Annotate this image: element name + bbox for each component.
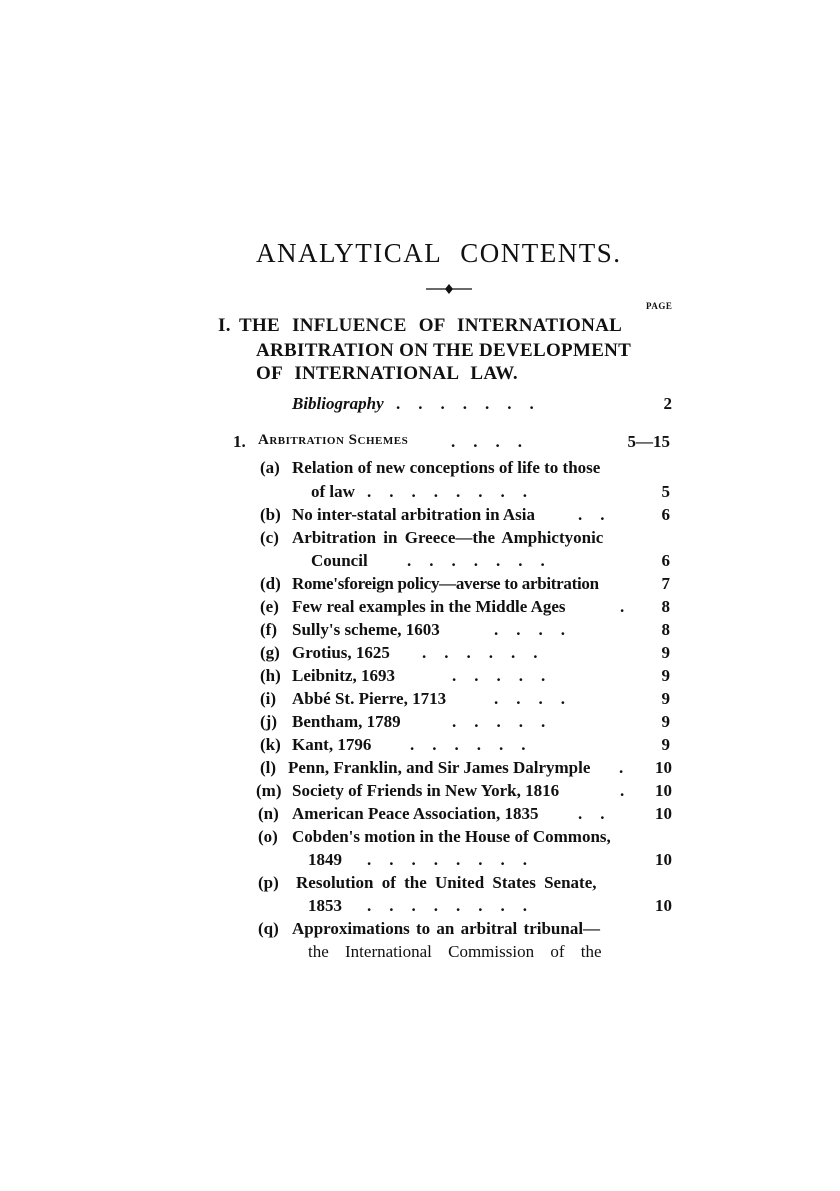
list-item-continuation [0,551,840,575]
list-item [0,735,840,759]
entry-letter: (o) [258,827,278,846]
entry-letter: (l) [260,758,277,777]
entry-text: Cobden's motion in the House of Commons, [292,827,611,846]
leader-dots: ........ [367,482,545,501]
list-item [0,643,840,667]
list-item [0,505,840,529]
entry-text: Rome'sforeign policy—averse to arbitration [292,574,599,593]
entry-text: Few real examples in the Middle Ages [292,597,566,616]
title-word-1: ANALYTICAL [256,238,443,268]
section-heading-line-1: THE INFLUENCE OF INTERNATIONAL [239,315,623,336]
leader-dots: .... [451,432,540,451]
entry-text-cont: the International Commission of the [308,942,602,961]
entry-text: Grotius, 1625 [292,643,390,662]
entry-page: 9 [661,689,670,708]
entry-letter: (n) [258,804,279,823]
subsection-pages: 5—15 [627,432,670,451]
section-heading-line-2: ARBITRATION ON THE DEVELOPMENT [256,340,632,361]
leader-dots: ...... [422,643,556,662]
entry-page: 10 [655,781,672,800]
leader-dots: . [619,758,624,777]
leader-dots: ....... [407,551,563,570]
leader-dots: .. [578,804,623,823]
leader-dots: .. [578,505,623,524]
entry-page: 6 [661,551,670,570]
list-item [0,804,840,828]
entry-text: American Peace Association, 1835 [292,804,539,823]
entry-page: 9 [661,643,670,662]
leader-dots: .... [494,689,583,708]
entry-text: Bentham, 1789 [292,712,401,731]
entry-letter: (c) [260,528,279,547]
list-item [0,689,840,713]
subsection-label: Arbitration Schemes [258,432,409,448]
entry-text-cont: Council [311,551,368,570]
list-item [0,919,840,943]
entry-page: 5 [661,482,670,501]
entry-page: 10 [655,758,672,777]
entry-letter: (g) [260,643,280,662]
entry-page: 10 [655,804,672,823]
entry-page: 6 [661,505,670,524]
section-heading-line-3: OF INTERNATIONAL LAW. [256,363,518,384]
list-item-continuation [0,896,840,920]
list-item [0,827,840,851]
entry-text: Kant, 1796 [292,735,372,754]
section-numeral: I. [218,315,231,336]
leader-dots: ....... [396,394,552,413]
entry-text: Resolution of the United States Senate, [296,873,597,892]
bibliography-page: 2 [663,394,672,413]
list-item [0,458,840,482]
leader-dots: . [620,597,643,616]
entry-letter: (d) [260,574,281,593]
list-item [0,666,840,690]
list-item [0,873,840,897]
entry-text: Relation of new conceptions of life to those [292,458,601,477]
entry-letter: (j) [260,712,277,731]
entry-page: 7 [661,574,670,593]
entry-text: No inter-statal arbitration in Asia [292,505,536,524]
list-item [0,528,840,552]
list-item-continuation [0,942,840,966]
entry-page: 8 [661,597,670,616]
page-title [256,238,622,269]
entry-text: Leibnitz, 1693 [292,666,395,685]
list-item [0,574,840,598]
leader-dots: ..... [452,666,564,685]
entry-letter: (m) [256,781,282,800]
entry-letter: (k) [260,735,281,754]
bibliography-row [0,394,840,418]
entry-letter: (h) [260,666,281,685]
title-word-2: CONTENTS. [460,238,622,268]
entry-text: Penn, Franklin, and Sir James Dalrymple [288,758,591,777]
ornament-divider-icon [426,283,472,295]
subsection-row [0,432,840,456]
subsection-number: 1. [233,432,246,451]
entry-page: 9 [661,666,670,685]
entry-letter: (q) [258,919,279,938]
leader-dots: .... [494,620,583,639]
entry-page: 10 [655,850,672,869]
entry-letter: (p) [258,873,279,892]
entry-letter: (a) [260,458,280,477]
list-item [0,620,840,644]
bibliography-label: Bibliography [292,394,384,413]
entry-letter: (e) [260,597,279,616]
entry-page: 9 [661,712,670,731]
leader-dots: . [620,781,643,800]
page-column-label: PAGE [646,301,673,311]
entry-letter: (f) [260,620,277,639]
list-item-continuation [0,482,840,506]
entry-page: 10 [655,896,672,915]
list-item [0,712,840,736]
entry-page: 9 [661,735,670,754]
list-item-continuation [0,850,840,874]
list-item [0,597,840,621]
leader-dots: ...... [410,735,544,754]
list-item [0,781,840,805]
leader-dots: ........ [367,896,545,915]
leader-dots: ........ [367,850,545,869]
entry-text: Sully's scheme, 1603 [292,620,440,639]
entry-text: Society of Friends in New York, 1816 [292,781,560,800]
list-item [0,758,840,782]
entry-letter: (i) [260,689,277,708]
entry-text-cont: 1853 [308,896,342,915]
entry-text: Arbitration in Greece—the Amphictyonic [292,528,604,547]
entry-letter: (b) [260,505,281,524]
entry-text: Approximations to an arbitral tribunal— [292,919,601,938]
entry-text-cont: 1849 [308,850,342,869]
leader-dots: ..... [452,712,564,731]
entry-text-cont: of law [311,482,355,501]
entry-text: Abbé St. Pierre, 1713 [292,689,447,708]
entry-page: 8 [661,620,670,639]
